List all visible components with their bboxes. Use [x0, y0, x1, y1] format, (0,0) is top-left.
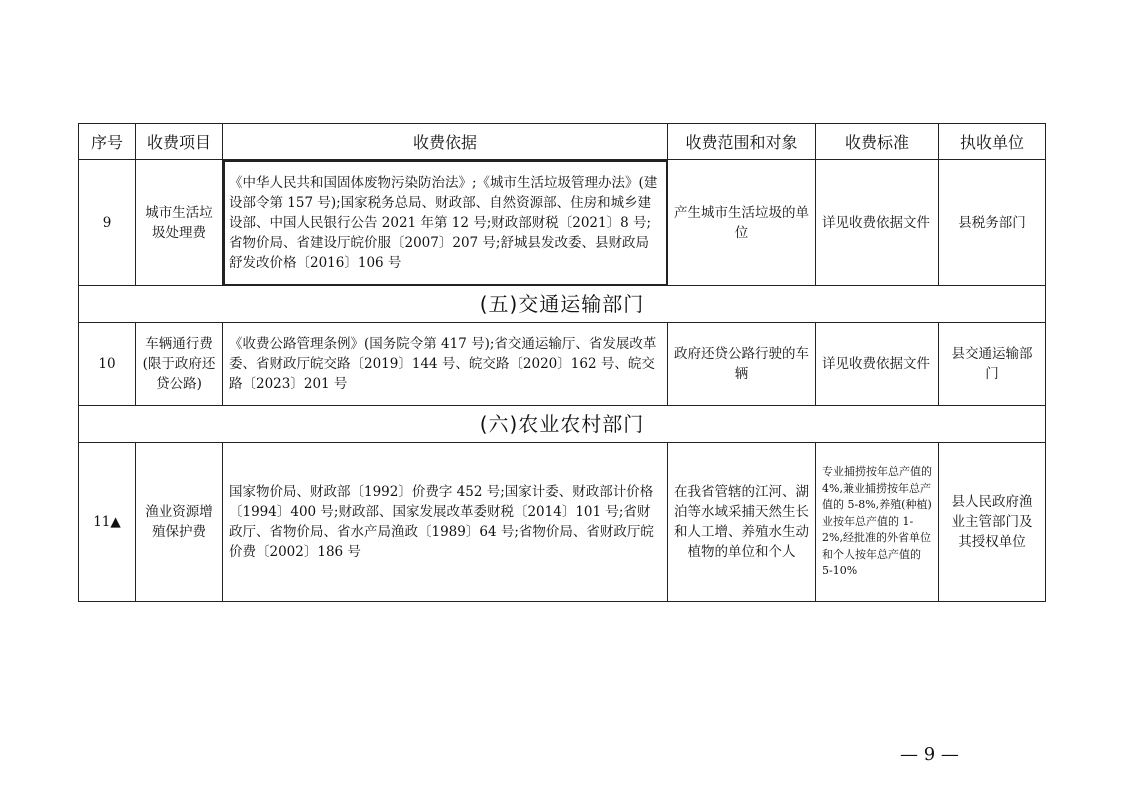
row-no: 9 — [79, 160, 136, 286]
table-row — [79, 160, 1046, 286]
row-scope: 政府还贷公路行驶的车辆 — [668, 323, 816, 406]
row-item: 城市生活垃圾处理费 — [136, 160, 223, 286]
table-row — [79, 443, 1046, 602]
header-item: 收费项目 — [136, 124, 223, 160]
row-no: 11▲ — [79, 443, 136, 602]
row-standard: 专业捕捞按年总产值的 4%,兼业捕捞按年总产值的 5-8%,养殖(种植)业按年总产值的 1-2%,经批准的外省单位和个人按年总产值的 5-10% — [816, 443, 939, 602]
row-no: 10 — [79, 323, 136, 406]
row-basis: 国家物价局、财政部〔1992〕价费字 452 号;国家计委、财政部计价格〔1994〕400 号;财政部、国家发展改革委财税〔2014〕101 号;省财政厅、省物价局、省水产局渔政〔1989〕64 号;省物价局、省财政厅皖价费〔2002〕186 号 — [223, 443, 668, 602]
header-basis: 收费依据 — [223, 124, 668, 160]
fee-table — [78, 123, 1046, 602]
header-unit: 执收单位 — [939, 124, 1046, 160]
header-no: 序号 — [79, 124, 136, 160]
row-standard: 详见收费依据文件 — [816, 323, 939, 406]
page-number: — 9 — — [900, 744, 959, 765]
row-standard: 详见收费依据文件 — [816, 160, 939, 286]
row-scope: 产生城市生活垃圾的单位 — [668, 160, 816, 286]
section-title-agriculture: (六)农业农村部门 — [79, 406, 1046, 443]
table-row — [79, 323, 1046, 406]
row-unit: 县人民政府渔业主管部门及其授权单位 — [939, 443, 1046, 602]
section-row — [79, 286, 1046, 323]
row-basis: 《收费公路管理条例》(国务院令第 417 号);省交通运输厅、省发展改革委、省财政厅皖交路〔2019〕144 号、皖交路〔2020〕162 号、皖交路〔2023〕201 号 — [223, 323, 668, 406]
section-row — [79, 406, 1046, 443]
row-unit: 县交通运输部门 — [939, 323, 1046, 406]
table-header-row — [79, 124, 1046, 160]
row-unit: 县税务部门 — [939, 160, 1046, 286]
row-scope: 在我省管辖的江河、湖泊等水域采捕天然生长和人工增、养殖水生动植物的单位和个人 — [668, 443, 816, 602]
header-standard: 收费标准 — [816, 124, 939, 160]
header-scope: 收费范围和对象 — [668, 124, 816, 160]
section-title-transport: (五)交通运输部门 — [79, 286, 1046, 323]
row-basis: 《中华人民共和国固体废物污染防治法》;《城市生活垃圾管理办法》(建设部令第 157 号);国家税务总局、财政部、自然资源部、住房和城乡建设部、中国人民银行公告 2021 年第 12 号;财政部财税〔2021〕8 号;省物价局、省建设厅皖价服〔2007〕207 号;舒城县发改委、县财政局舒发改价格〔2016〕106 号 — [223, 160, 668, 286]
row-item: 车辆通行费(限于政府还贷公路) — [136, 323, 223, 406]
row-item: 渔业资源增殖保护费 — [136, 443, 223, 602]
